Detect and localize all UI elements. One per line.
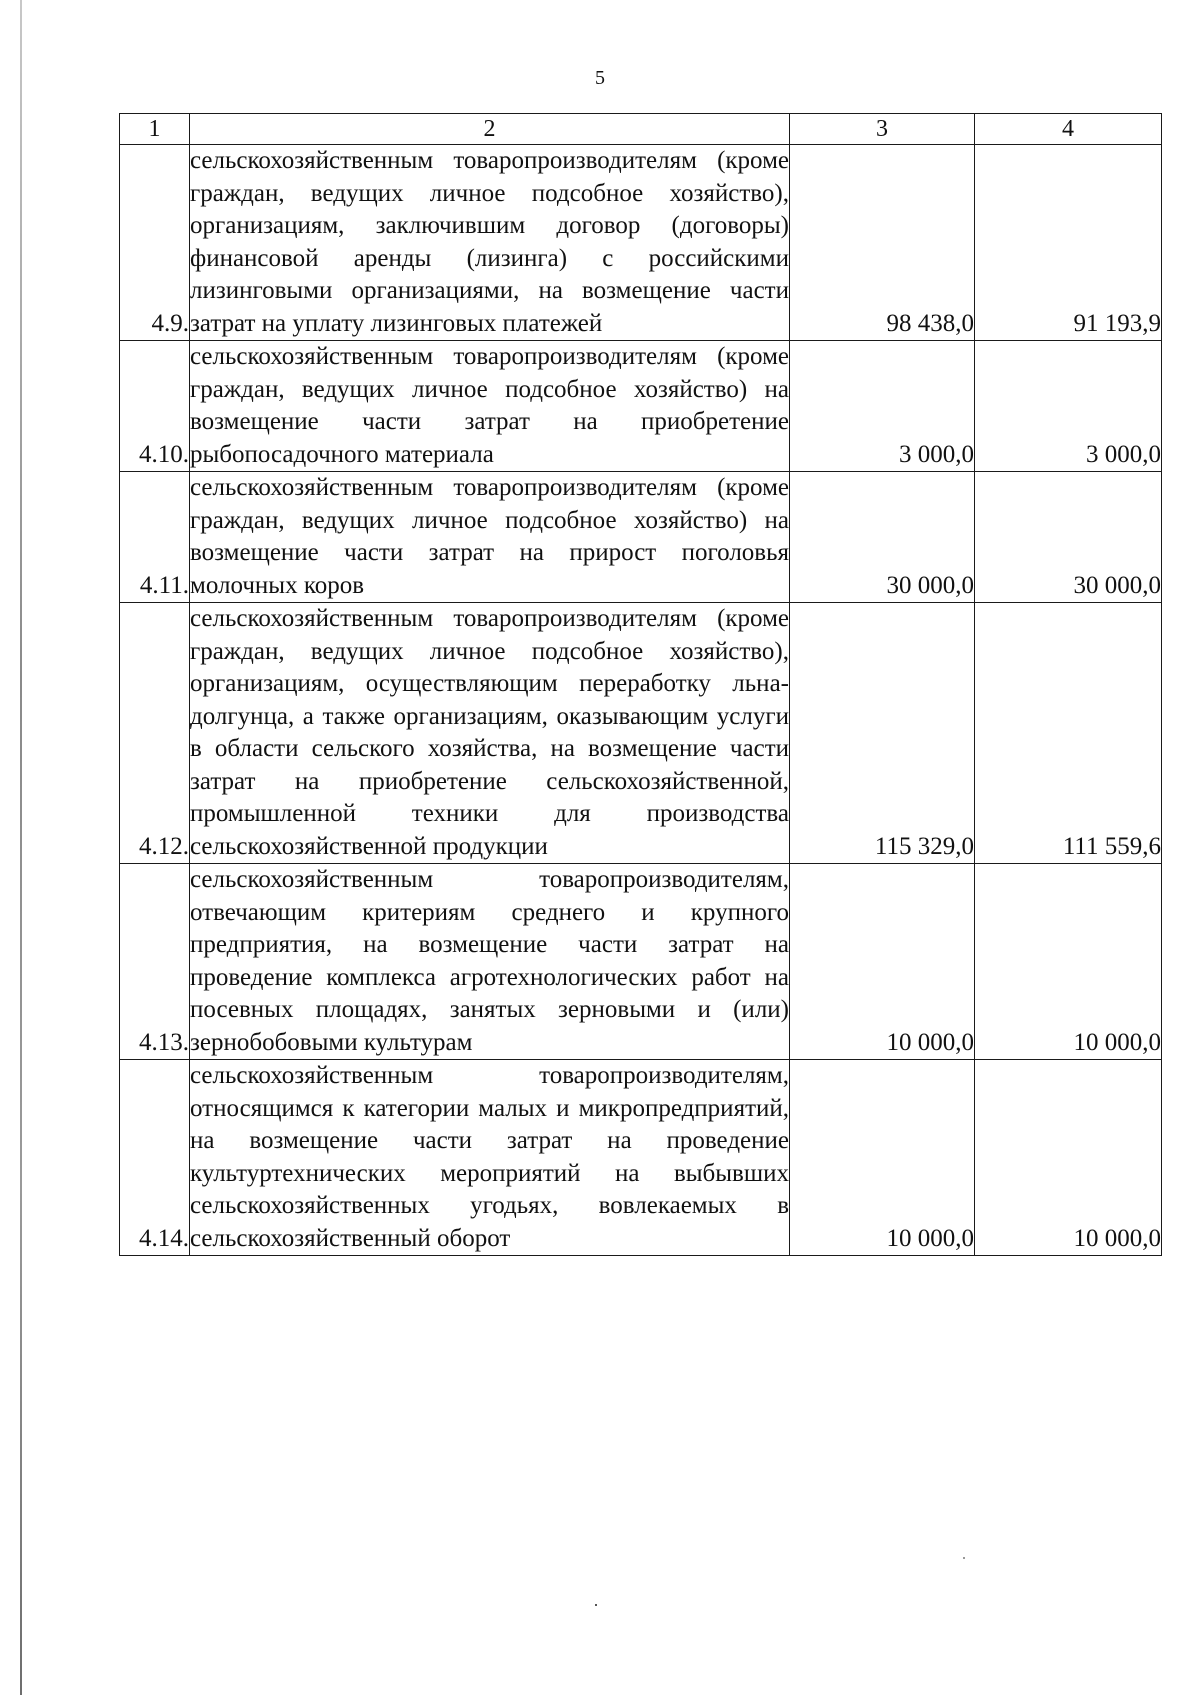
table-row: [120, 1060, 1162, 1256]
header-col-1: 1: [120, 114, 190, 145]
row-value-col4: 91 193,9: [975, 145, 1162, 341]
row-value-col4: 3 000,0: [975, 341, 1162, 472]
row-description: сельскохозяйственным товаропроизводителям, относящимся к категории малых и микропредприятий, на возмещение части затрат на проведение культуртехнических мероприятий на выбывших сельскохозяйственных угодьях, вовлекаемых в сельскохозяйственный оборот: [190, 1060, 790, 1256]
row-value-col3: 98 438,0: [790, 145, 975, 341]
header-col-4: 4: [975, 114, 1162, 145]
table-header-row: [120, 114, 1162, 145]
row-description: сельскохозяйственным товаропроизводителям (кроме граждан, ведущих личное подсобное хозяйство) на возмещение части затрат на приобретение рыбопосадочного материала: [190, 341, 790, 472]
row-value-col4: 10 000,0: [975, 864, 1162, 1060]
scan-edge-line: [20, 0, 22, 1695]
row-description: сельскохозяйственным товаропроизводителям, отвечающим критериям среднего и крупного предприятия, на возмещение части затрат на проведение комплекса агротехнологических работ на посевных площадях, занятых зерновыми и (или) зернобобовыми культурам: [190, 864, 790, 1060]
header-col-2: 2: [190, 114, 790, 145]
row-value-col3: 10 000,0: [790, 1060, 975, 1256]
table-row: [120, 341, 1162, 472]
row-number: 4.12.: [120, 603, 190, 864]
row-value-col3: 3 000,0: [790, 341, 975, 472]
row-value-col4: 10 000,0: [975, 1060, 1162, 1256]
scan-speck: [595, 1604, 597, 1606]
table-row: [120, 472, 1162, 603]
row-number: 4.10.: [120, 341, 190, 472]
page-number: 5: [595, 67, 605, 89]
row-number: 4.13.: [120, 864, 190, 1060]
row-number: 4.11.: [120, 472, 190, 603]
row-value-col4: 111 559,6: [975, 603, 1162, 864]
row-number: 4.9.: [120, 145, 190, 341]
row-value-col3: 30 000,0: [790, 472, 975, 603]
row-description: сельскохозяйственным товаропроизводителям (кроме граждан, ведущих личное подсобное хозяйство), организациям, осуществляющим переработку льна-долгунца, а также организациям, оказывающим услуги в области сельского хозяйства, на возмещение части затрат на приобретение сельскохозяйственной, промышленной техники для производства сельскохозяйственной продукции: [190, 603, 790, 864]
table-row: [120, 603, 1162, 864]
row-number: 4.14.: [120, 1060, 190, 1256]
row-value-col3: 10 000,0: [790, 864, 975, 1060]
table-row: [120, 145, 1162, 341]
row-value-col3: 115 329,0: [790, 603, 975, 864]
row-description: сельскохозяйственным товаропроизводителям (кроме граждан, ведущих личное подсобное хозяйство), организациям, заключившим договор (договоры) финансовой аренды (лизинга) с российскими лизинговыми организациями, на возмещение части затрат на уплату лизинговых платежей: [190, 145, 790, 341]
row-value-col4: 30 000,0: [975, 472, 1162, 603]
scan-speck: [963, 1557, 965, 1559]
row-description: сельскохозяйственным товаропроизводителям (кроме граждан, ведущих личное подсобное хозяйство) на возмещение части затрат на прирост поголовья молочных коров: [190, 472, 790, 603]
table-row: [120, 864, 1162, 1060]
subsidy-table: [119, 113, 1162, 1256]
header-col-3: 3: [790, 114, 975, 145]
